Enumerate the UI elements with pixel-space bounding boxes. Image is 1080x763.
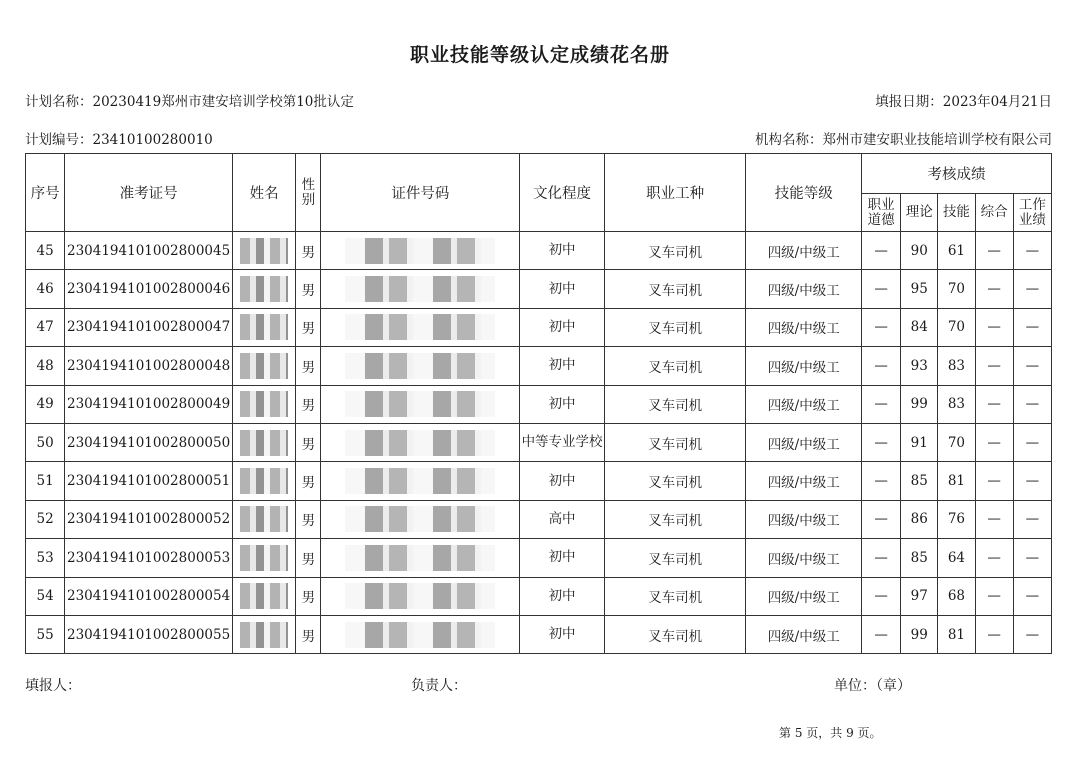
cell-occupation: 叉车司机: [604, 232, 746, 270]
redacted-id-mosaic: [345, 430, 495, 456]
cell-overall: —: [975, 462, 1013, 500]
header-ethics: 职业道德: [862, 194, 901, 232]
cell-occupation: 叉车司机: [604, 423, 746, 461]
cell-ticket-number: 2304194101002800050: [65, 423, 233, 461]
table-row: [26, 500, 1052, 538]
cell-skill-level: 四级/中级工: [746, 347, 862, 385]
cell-id-number: [321, 577, 520, 615]
cell-theory: 97: [901, 577, 938, 615]
table-row: [26, 308, 1052, 346]
cell-ethics: —: [862, 232, 901, 270]
cell-work-performance: —: [1013, 232, 1051, 270]
cell-ticket-number: 2304194101002800052: [65, 500, 233, 538]
cell-theory: 85: [901, 539, 938, 577]
cell-theory: 84: [901, 308, 938, 346]
cell-skill: 76: [938, 500, 975, 538]
redacted-id-mosaic: [345, 314, 495, 340]
table-row: [26, 462, 1052, 500]
cell-ticket-number: 2304194101002800047: [65, 308, 233, 346]
cell-occupation: 叉车司机: [604, 347, 746, 385]
cell-id-number: [321, 347, 520, 385]
cell-education: 初中: [520, 347, 604, 385]
cell-ethics: —: [862, 423, 901, 461]
cell-occupation: 叉车司机: [604, 462, 746, 500]
score-roster-table: [25, 153, 1052, 654]
redacted-name-mosaic: [240, 622, 288, 648]
cell-name: [233, 385, 296, 423]
redacted-id-mosaic: [345, 468, 495, 494]
cell-work-performance: —: [1013, 385, 1051, 423]
cell-id-number: [321, 308, 520, 346]
cell-overall: —: [975, 385, 1013, 423]
redacted-name-mosaic: [240, 353, 288, 379]
header-skill: 技能: [938, 194, 975, 232]
cell-skill-level: 四级/中级工: [746, 308, 862, 346]
cell-skill: 83: [938, 347, 975, 385]
cell-name: [233, 577, 296, 615]
cell-ticket-number: 2304194101002800045: [65, 232, 233, 270]
table-row: [26, 270, 1052, 308]
cell-occupation: 叉车司机: [604, 385, 746, 423]
cell-seq: 50: [26, 423, 65, 461]
redacted-name-mosaic: [240, 430, 288, 456]
cell-seq: 46: [26, 270, 65, 308]
cell-name: [233, 615, 296, 653]
redacted-name-mosaic: [240, 391, 288, 417]
cell-gender: 男: [296, 462, 321, 500]
cell-skill: 70: [938, 423, 975, 461]
cell-education: 初中: [520, 577, 604, 615]
cell-seq: 47: [26, 308, 65, 346]
cell-ticket-number: 2304194101002800046: [65, 270, 233, 308]
cell-name: [233, 347, 296, 385]
cell-occupation: 叉车司机: [604, 270, 746, 308]
redacted-name-mosaic: [240, 276, 288, 302]
cell-occupation: 叉车司机: [604, 500, 746, 538]
header-skill-level: 技能等级: [746, 154, 862, 232]
cell-skill-level: 四级/中级工: [746, 270, 862, 308]
redacted-name-mosaic: [240, 314, 288, 340]
cell-skill-level: 四级/中级工: [746, 232, 862, 270]
organization-name: 机构名称：郑州市建安职业技能培训学校有限公司: [755, 132, 1052, 148]
cell-ethics: —: [862, 539, 901, 577]
cell-id-number: [321, 270, 520, 308]
cell-skill-level: 四级/中级工: [746, 539, 862, 577]
redacted-name-mosaic: [240, 506, 288, 532]
cell-work-performance: —: [1013, 500, 1051, 538]
cell-seq: 48: [26, 347, 65, 385]
cell-education: 初中: [520, 270, 604, 308]
cell-skill: 81: [938, 462, 975, 500]
redacted-name-mosaic: [240, 583, 288, 609]
cell-theory: 99: [901, 615, 938, 653]
redacted-name-mosaic: [240, 468, 288, 494]
cell-id-number: [321, 423, 520, 461]
header-overall: 综合: [975, 194, 1013, 232]
cell-work-performance: —: [1013, 423, 1051, 461]
cell-skill: 70: [938, 308, 975, 346]
header-occupation: 职业工种: [604, 154, 746, 232]
cell-theory: 85: [901, 462, 938, 500]
cell-theory: 91: [901, 423, 938, 461]
cell-overall: —: [975, 577, 1013, 615]
cell-ticket-number: 2304194101002800051: [65, 462, 233, 500]
redacted-id-mosaic: [345, 353, 495, 379]
redacted-id-mosaic: [345, 583, 495, 609]
cell-ethics: —: [862, 577, 901, 615]
table-row: [26, 385, 1052, 423]
cell-skill-level: 四级/中级工: [746, 577, 862, 615]
unit-seal-label: 单位：（章）: [834, 678, 911, 694]
cell-work-performance: —: [1013, 462, 1051, 500]
cell-id-number: [321, 232, 520, 270]
cell-gender: 男: [296, 232, 321, 270]
table-row: [26, 347, 1052, 385]
redacted-id-mosaic: [345, 622, 495, 648]
header-gender: 性别: [296, 154, 321, 232]
cell-skill: 83: [938, 385, 975, 423]
cell-seq: 45: [26, 232, 65, 270]
cell-occupation: 叉车司机: [604, 308, 746, 346]
page-title: 职业技能等级认定成绩花名册: [409, 44, 670, 66]
cell-theory: 99: [901, 385, 938, 423]
cell-education: 初中: [520, 462, 604, 500]
table-row: [26, 423, 1052, 461]
cell-education: 初中: [520, 615, 604, 653]
cell-ticket-number: 2304194101002800055: [65, 615, 233, 653]
cell-seq: 49: [26, 385, 65, 423]
cell-theory: 93: [901, 347, 938, 385]
cell-name: [233, 232, 296, 270]
header-ticket-number: 准考证号: [65, 154, 233, 232]
cell-id-number: [321, 462, 520, 500]
page-indicator: 第 5 页，共 9 页。: [779, 726, 882, 740]
person-in-charge-label: 负责人：: [411, 678, 467, 694]
header-education: 文化程度: [520, 154, 604, 232]
cell-seq: 55: [26, 615, 65, 653]
cell-ethics: —: [862, 462, 901, 500]
cell-work-performance: —: [1013, 539, 1051, 577]
redacted-id-mosaic: [345, 391, 495, 417]
cell-ticket-number: 2304194101002800054: [65, 577, 233, 615]
cell-name: [233, 270, 296, 308]
cell-ethics: —: [862, 615, 901, 653]
redacted-id-mosaic: [345, 238, 495, 264]
cell-gender: 男: [296, 347, 321, 385]
cell-work-performance: —: [1013, 270, 1051, 308]
fill-date: 填报日期：2023年04月21日: [875, 94, 1052, 110]
cell-work-performance: —: [1013, 577, 1051, 615]
cell-id-number: [321, 615, 520, 653]
cell-education: 中等专业学校: [520, 423, 604, 461]
redacted-name-mosaic: [240, 238, 288, 264]
redacted-name-mosaic: [240, 545, 288, 571]
cell-theory: 86: [901, 500, 938, 538]
redacted-id-mosaic: [345, 276, 495, 302]
cell-overall: —: [975, 270, 1013, 308]
cell-skill: 81: [938, 615, 975, 653]
cell-ethics: —: [862, 347, 901, 385]
header-assessment-scores: 考核成绩: [862, 154, 1052, 194]
cell-skill: 61: [938, 232, 975, 270]
cell-name: [233, 500, 296, 538]
cell-skill-level: 四级/中级工: [746, 462, 862, 500]
cell-skill-level: 四级/中级工: [746, 615, 862, 653]
cell-name: [233, 462, 296, 500]
cell-overall: —: [975, 347, 1013, 385]
cell-ethics: —: [862, 270, 901, 308]
cell-occupation: 叉车司机: [604, 539, 746, 577]
cell-gender: 男: [296, 539, 321, 577]
filler-label: 填报人：: [25, 678, 81, 694]
cell-ticket-number: 2304194101002800048: [65, 347, 233, 385]
cell-gender: 男: [296, 500, 321, 538]
cell-theory: 90: [901, 232, 938, 270]
cell-seq: 54: [26, 577, 65, 615]
cell-overall: —: [975, 308, 1013, 346]
cell-overall: —: [975, 539, 1013, 577]
cell-work-performance: —: [1013, 615, 1051, 653]
cell-seq: 52: [26, 500, 65, 538]
cell-education: 初中: [520, 232, 604, 270]
cell-ticket-number: 2304194101002800053: [65, 539, 233, 577]
cell-id-number: [321, 385, 520, 423]
cell-seq: 53: [26, 539, 65, 577]
header-id-number: 证件号码: [321, 154, 520, 232]
cell-ethics: —: [862, 308, 901, 346]
cell-education: 初中: [520, 308, 604, 346]
cell-skill: 68: [938, 577, 975, 615]
cell-education: 初中: [520, 385, 604, 423]
plan-name: 计划名称：20230419郑州市建安培训学校第10批认定: [25, 94, 354, 110]
cell-id-number: [321, 539, 520, 577]
cell-work-performance: —: [1013, 347, 1051, 385]
redacted-id-mosaic: [345, 545, 495, 571]
cell-ticket-number: 2304194101002800049: [65, 385, 233, 423]
header-seq: 序号: [26, 154, 65, 232]
header-name: 姓名: [233, 154, 296, 232]
cell-gender: 男: [296, 577, 321, 615]
cell-skill: 70: [938, 270, 975, 308]
cell-name: [233, 423, 296, 461]
cell-gender: 男: [296, 615, 321, 653]
cell-overall: —: [975, 500, 1013, 538]
cell-gender: 男: [296, 270, 321, 308]
header-work-performance: 工作业绩: [1013, 194, 1051, 232]
cell-education: 初中: [520, 539, 604, 577]
plan-number: 计划编号：23410100280010: [25, 132, 213, 148]
cell-overall: —: [975, 232, 1013, 270]
cell-skill: 64: [938, 539, 975, 577]
table-row: [26, 539, 1052, 577]
cell-gender: 男: [296, 385, 321, 423]
table-row: [26, 232, 1052, 270]
cell-skill-level: 四级/中级工: [746, 500, 862, 538]
cell-ethics: —: [862, 500, 901, 538]
cell-name: [233, 308, 296, 346]
table-row: [26, 577, 1052, 615]
cell-name: [233, 539, 296, 577]
cell-occupation: 叉车司机: [604, 615, 746, 653]
cell-gender: 男: [296, 308, 321, 346]
table-row: [26, 615, 1052, 653]
cell-occupation: 叉车司机: [604, 577, 746, 615]
cell-work-performance: —: [1013, 308, 1051, 346]
cell-seq: 51: [26, 462, 65, 500]
cell-skill-level: 四级/中级工: [746, 423, 862, 461]
cell-gender: 男: [296, 423, 321, 461]
cell-ethics: —: [862, 385, 901, 423]
cell-overall: —: [975, 423, 1013, 461]
cell-id-number: [321, 500, 520, 538]
cell-overall: —: [975, 615, 1013, 653]
header-theory: 理论: [901, 194, 938, 232]
cell-skill-level: 四级/中级工: [746, 385, 862, 423]
cell-theory: 95: [901, 270, 938, 308]
redacted-id-mosaic: [345, 506, 495, 532]
cell-education: 高中: [520, 500, 604, 538]
